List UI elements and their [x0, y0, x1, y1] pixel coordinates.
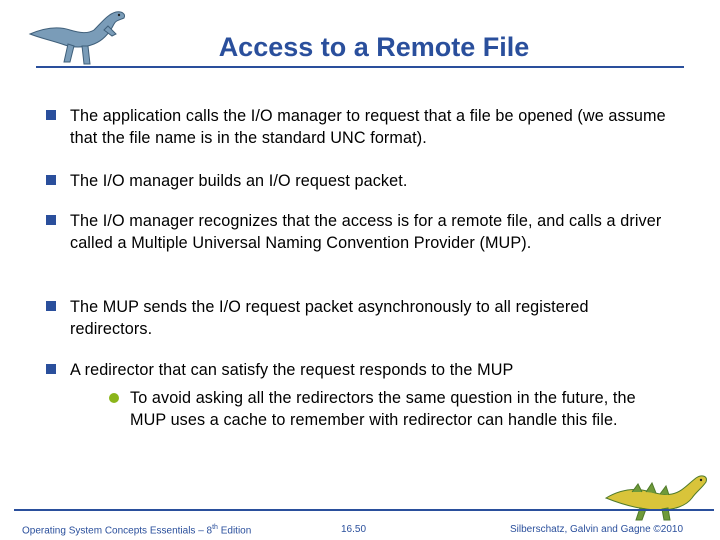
footer-book-title: Operating System Concepts Essentials – 8th Edition	[22, 524, 252, 537]
dinosaur-logo-bottom	[602, 462, 714, 522]
bullet-item	[70, 359, 670, 381]
bullet-text: The I/O manager builds an I/O request packet.	[70, 172, 408, 190]
footer-divider	[14, 509, 714, 511]
bullet-text: The application calls the I/O manager to request that a file be opened (we assume that the file name is in the standard UNC format).	[70, 107, 666, 147]
bullet-text: The MUP sends the I/O request packet asynchronously to all registered redirectors.	[70, 298, 589, 338]
square-bullet-icon	[46, 215, 56, 225]
square-bullet-icon	[46, 364, 56, 374]
footer-authors: Silberschatz, Galvin and Gagne ©2010	[510, 524, 684, 535]
bullet-item	[70, 210, 670, 254]
bullet-item	[70, 296, 670, 340]
square-bullet-icon	[46, 110, 56, 120]
bullet-text: A redirector that can satisfy the request responds to the MUP	[70, 361, 514, 379]
bullet-item	[70, 105, 670, 149]
bullet-text: The I/O manager recognizes that the access is for a remote file, and calls a driver called a Multiple Universal Naming Convention Provider (MUP).	[70, 212, 662, 252]
slide-title: Access to a Remote File	[218, 32, 530, 62]
footer-page-number: 16.50	[341, 524, 367, 535]
bullet-item	[70, 170, 670, 192]
title-divider	[36, 66, 684, 68]
sub-bullet-item	[130, 387, 660, 431]
square-bullet-icon	[46, 301, 56, 311]
square-bullet-icon	[46, 175, 56, 185]
sub-bullet-text: To avoid asking all the redirectors the same question in the future, the MUP uses a cache to remember with redirector can handle this file.	[130, 389, 636, 429]
round-bullet-icon	[109, 393, 119, 403]
